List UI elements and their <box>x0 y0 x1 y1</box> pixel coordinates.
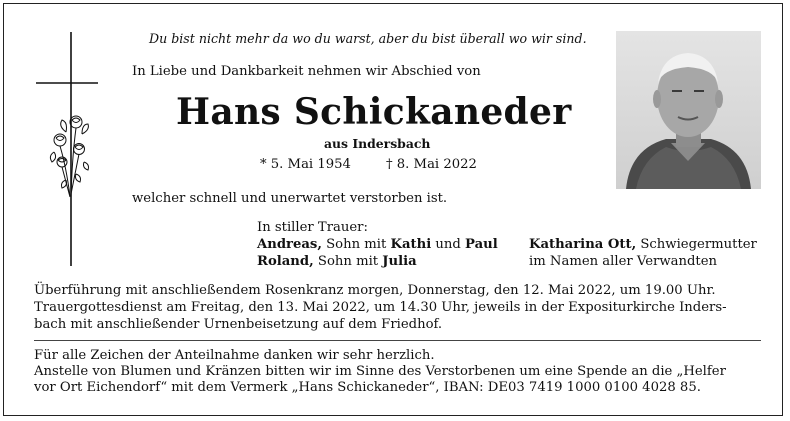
mourner-line: im Namen aller Verwandten <box>529 254 718 269</box>
mourner-name: Andreas, <box>257 237 322 252</box>
obituary-card <box>3 3 783 416</box>
mourner-name: Katharina Ott, <box>529 237 637 252</box>
thanks-line: Für alle Zeichen der Anteilnahme danken wir sehr herzlich. <box>34 348 435 363</box>
deceased-name: Hans Schickaneder <box>176 91 572 133</box>
intro-text: In Liebe und Dankbarkeit nehmen wir Abschied von <box>132 64 481 79</box>
portrait-photo <box>616 31 761 189</box>
service-line: Trauergottesdienst am Freitag, den 13. Mai 2022, um 14.30 Uhr, jeweils in der Expositurkirche Inders- <box>34 300 727 315</box>
cross-with-roses-icon <box>36 32 106 272</box>
mourner-name: Roland, <box>257 254 314 269</box>
mourner-line <box>257 237 498 253</box>
motto: Du bist nicht mehr da wo du warst, aber du bist überall wo wir sind. <box>149 31 587 46</box>
mourner-line <box>529 237 757 253</box>
thanks-line: vor Ort Eichendorf“ mit dem Vermerk „Hans Schickaneder“, IBAN: DE03 7419 1000 0100 4028 85. <box>34 380 701 395</box>
mourner-name: Kathi <box>390 237 432 252</box>
service-line: bach mit anschließender Urnenbeisetzung auf dem Friedhof. <box>34 317 443 332</box>
mourner-relation: Sohn mit <box>321 237 391 252</box>
mourner-relation: Schwiegermutter <box>636 237 757 252</box>
death-date: † 8. Mai 2022 <box>386 157 477 172</box>
mourner-conjunction: und <box>431 237 466 252</box>
origin: aus Indersbach <box>324 136 431 151</box>
mourner-name: Julia <box>382 254 417 269</box>
thanks-line: Anstelle von Blumen und Kränzen bitten wir im Sinne des Verstorbenen um eine Spende an die „Helfer <box>34 364 726 379</box>
mourner-line <box>257 254 417 270</box>
birth-date: * 5. Mai 1954 <box>260 157 351 172</box>
mourners-heading: In stiller Trauer: <box>257 220 368 235</box>
mourner-name: Paul <box>465 237 498 252</box>
divider <box>34 340 761 341</box>
circumstance-text: welcher schnell und unerwartet verstorben ist. <box>132 191 448 206</box>
service-line: Überführung mit anschließendem Rosenkranz morgen, Donnerstag, den 12. Mai 2022, um 19.00 Uhr. <box>34 283 716 298</box>
mourner-relation: Sohn mit <box>313 254 383 269</box>
